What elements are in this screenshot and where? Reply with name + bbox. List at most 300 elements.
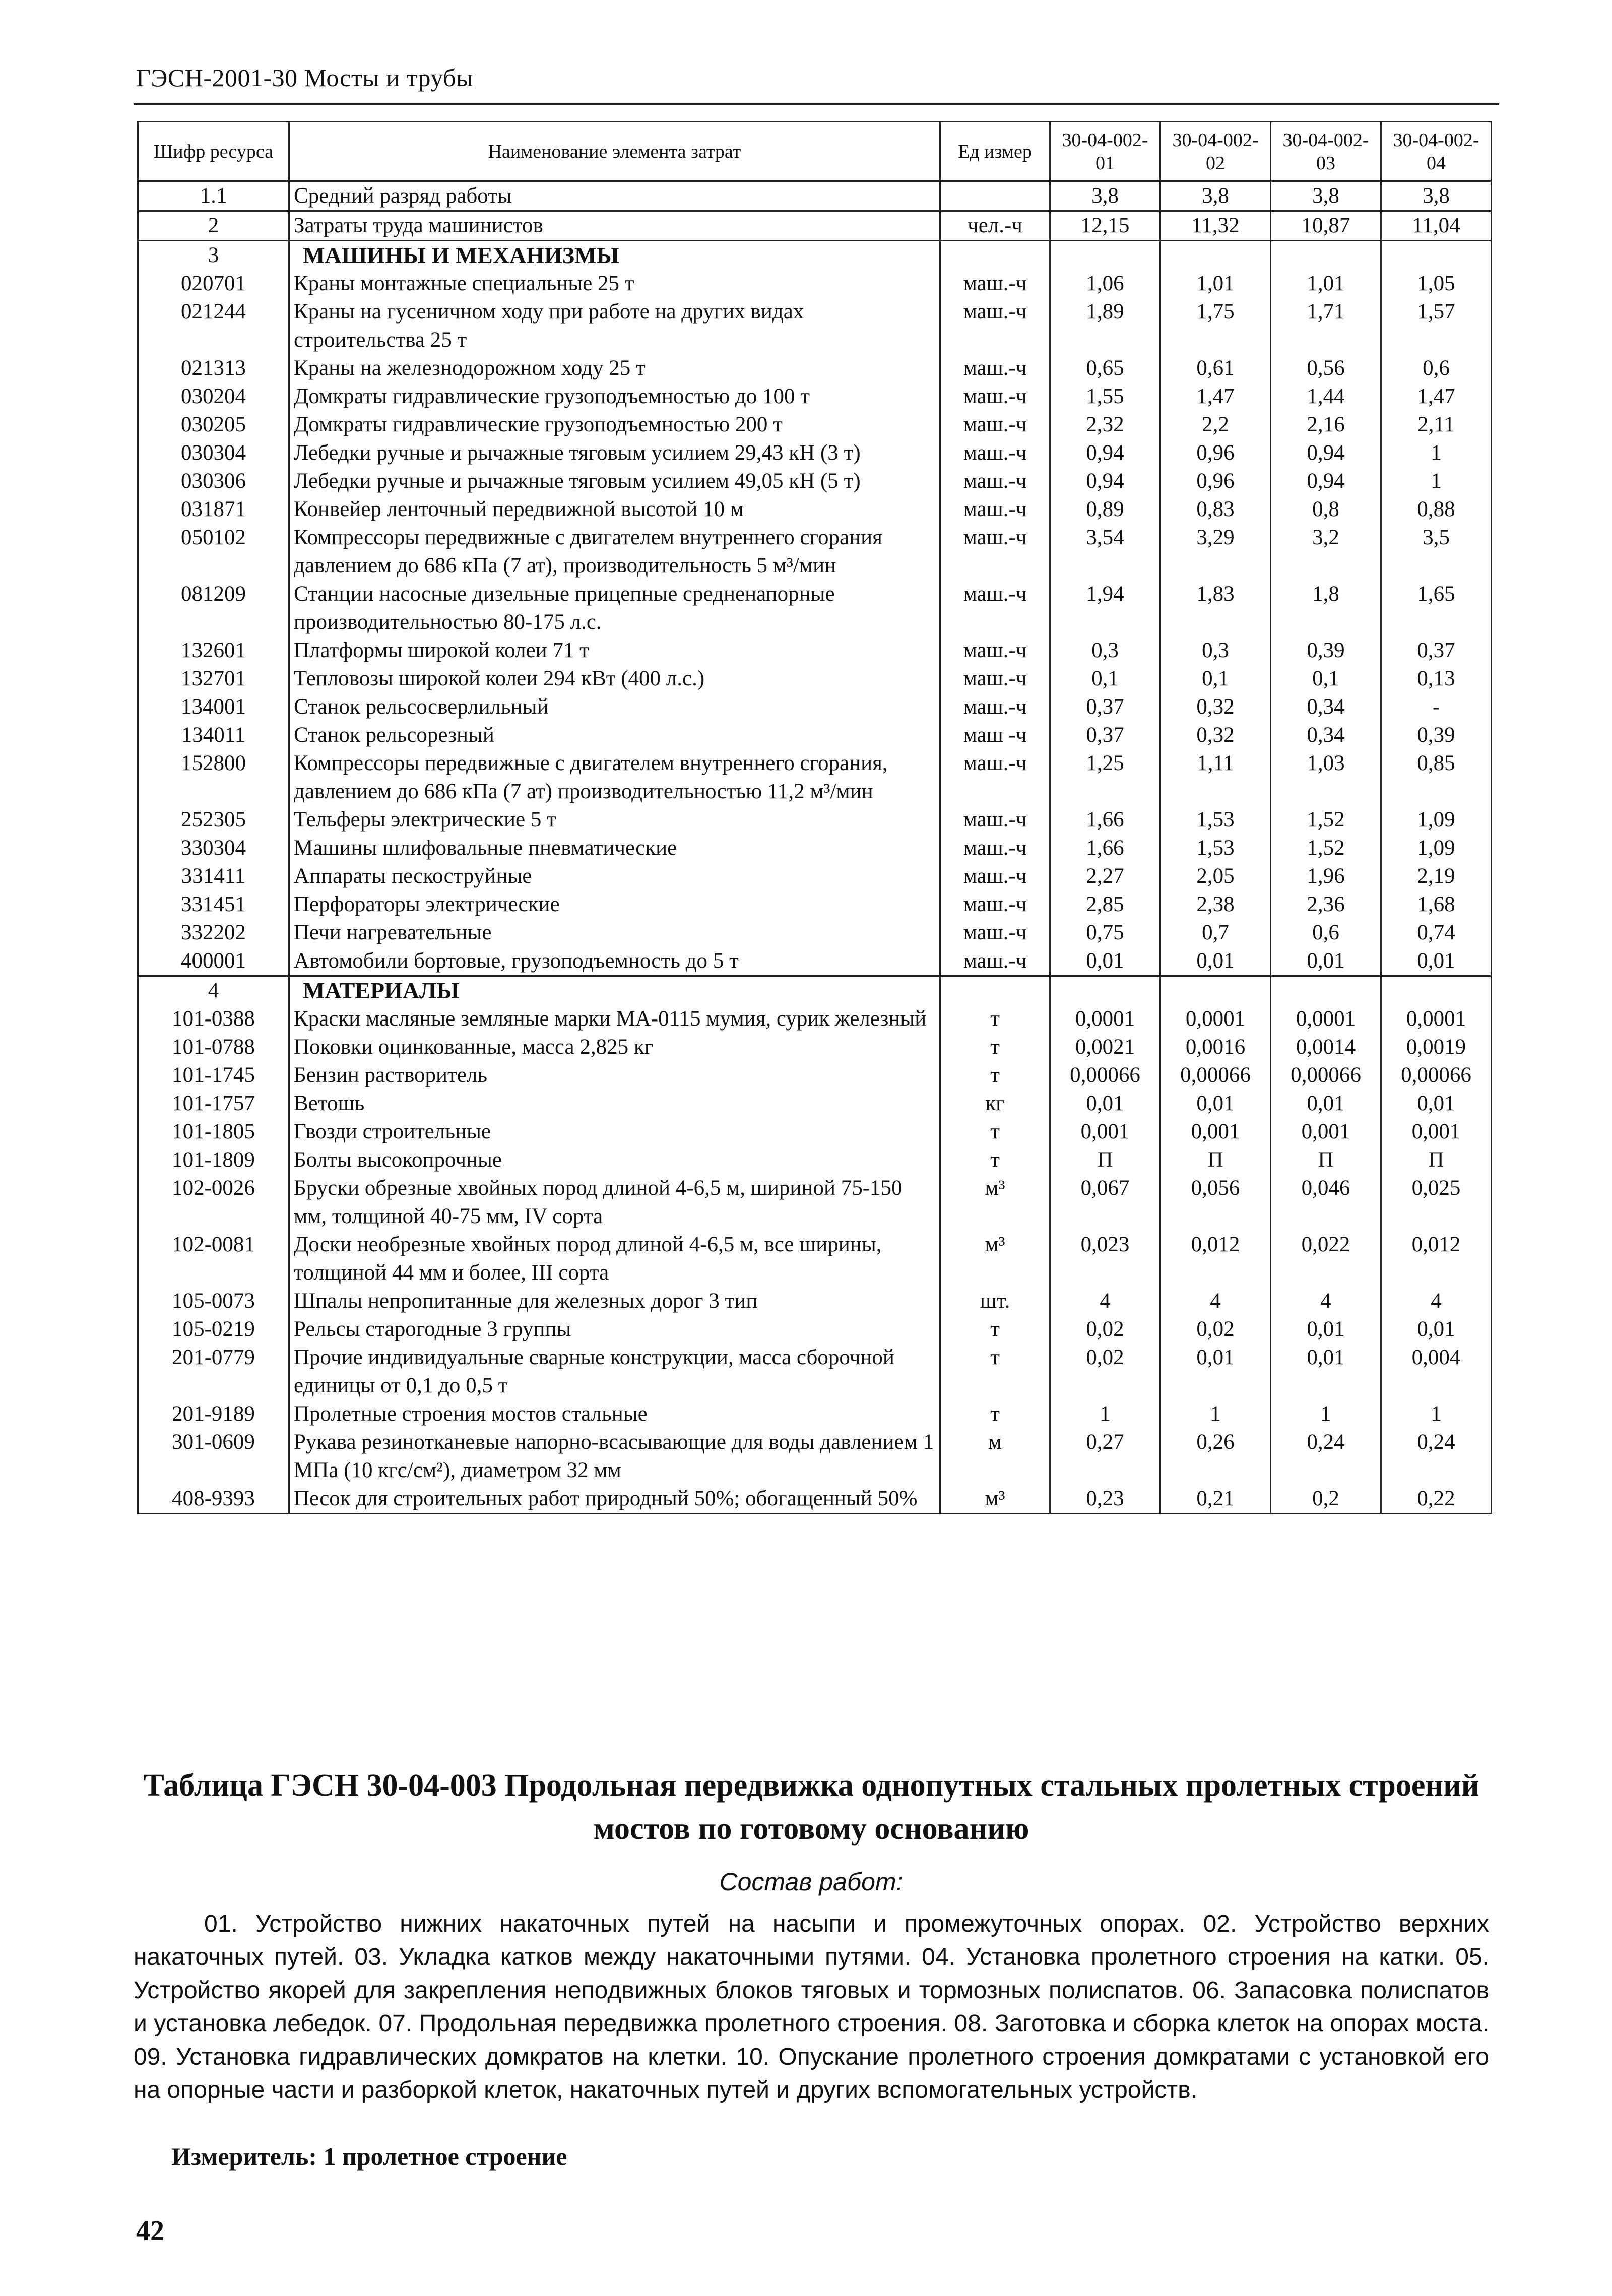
cell-value: 4 xyxy=(1050,1287,1160,1315)
cell-value xyxy=(1381,976,1492,1005)
cell-value: 0,01 xyxy=(1160,947,1271,976)
cell-code: 021313 xyxy=(138,354,289,382)
cell-name: Гвозди строительные xyxy=(289,1118,940,1146)
cell-code: 101-0388 xyxy=(138,1005,289,1033)
page-number: 42 xyxy=(136,2215,164,2247)
cell-value: 0,7 xyxy=(1160,919,1271,947)
cell-value: 1,25 xyxy=(1050,749,1160,806)
table-row xyxy=(138,181,1492,211)
cell-code: 201-0779 xyxy=(138,1344,289,1400)
cell-name: Прочие индивидуальные сварные конструкции, масса сборочной единицы от 0,1 до 0,5 т xyxy=(289,1344,940,1400)
cell-value: 3,54 xyxy=(1050,524,1160,580)
table-row xyxy=(138,354,1492,382)
cell-value: 0,3 xyxy=(1160,636,1271,665)
cell-unit: т xyxy=(940,1344,1050,1400)
cell-value: П xyxy=(1050,1146,1160,1174)
cell-code: 081209 xyxy=(138,580,289,636)
cell-unit: маш.-ч xyxy=(940,524,1050,580)
cell-value: 2,32 xyxy=(1050,411,1160,439)
cell-value: 0,01 xyxy=(1271,1344,1381,1400)
cell-name: Пролетные строения мостов стальные xyxy=(289,1400,940,1428)
table-row xyxy=(138,1174,1492,1231)
cell-unit: м³ xyxy=(940,1485,1050,1514)
cell-value: 0,01 xyxy=(1381,1315,1492,1344)
cell-unit: маш.-ч xyxy=(940,580,1050,636)
table-row xyxy=(138,721,1492,749)
cell-value: 0,022 xyxy=(1271,1231,1381,1287)
cell-value: 0,046 xyxy=(1271,1174,1381,1231)
cell-value: 2,16 xyxy=(1271,411,1381,439)
cell-value: П xyxy=(1160,1146,1271,1174)
cell-name: Печи нагревательные xyxy=(289,919,940,947)
cell-value: 3,5 xyxy=(1381,524,1492,580)
cell-value: 0,85 xyxy=(1381,749,1492,806)
table-row xyxy=(138,665,1492,693)
cell-code: 031871 xyxy=(138,495,289,524)
cell-value: 0,01 xyxy=(1160,1090,1271,1118)
table-row xyxy=(138,211,1492,241)
cell-value: 0,94 xyxy=(1271,439,1381,467)
cell-value: 0,39 xyxy=(1271,636,1381,665)
cell-value: 0,001 xyxy=(1381,1118,1492,1146)
table-section-title: Таблица ГЭСН 30-04-003 Продольная передвижка однопутных стальных пролетных строений мостов по готовому основанию xyxy=(143,1768,1479,1846)
table-row xyxy=(138,270,1492,298)
cell-value: 0,01 xyxy=(1381,1090,1492,1118)
cell-value: 1,89 xyxy=(1050,298,1160,354)
cell-value: 0,1 xyxy=(1271,665,1381,693)
cell-value: 0,34 xyxy=(1271,693,1381,721)
cell-value: 0,004 xyxy=(1381,1344,1492,1400)
table-row xyxy=(138,1090,1492,1118)
cell-code: 400001 xyxy=(138,947,289,976)
cell-unit: маш.-ч xyxy=(940,411,1050,439)
cell-value: 1 xyxy=(1271,1400,1381,1428)
col-header-c2: 30-04-002-02 xyxy=(1160,122,1271,181)
cell-value: 1,01 xyxy=(1271,270,1381,298)
cell-value: 1,01 xyxy=(1160,270,1271,298)
cell-value: 1,55 xyxy=(1050,382,1160,411)
cell-value: 0,26 xyxy=(1160,1428,1271,1485)
table-row xyxy=(138,834,1492,862)
cell-value: 1,68 xyxy=(1381,890,1492,919)
cell-value: 2,27 xyxy=(1050,862,1160,890)
table-row xyxy=(138,524,1492,580)
cell-value: 2,2 xyxy=(1160,411,1271,439)
cell-value: 0,94 xyxy=(1050,439,1160,467)
cell-value: 0,02 xyxy=(1050,1315,1160,1344)
table-row xyxy=(138,862,1492,890)
cell-name: Станции насосные дизельные прицепные средненапорные производительностью 80-175 л.с. xyxy=(289,580,940,636)
cell-value: 0,96 xyxy=(1160,467,1271,495)
cell-unit: маш.-ч xyxy=(940,919,1050,947)
cell-unit: т xyxy=(940,1118,1050,1146)
cell-code: 408-9393 xyxy=(138,1485,289,1514)
cell-value: 0,37 xyxy=(1050,693,1160,721)
cell-value: 3,8 xyxy=(1050,181,1160,211)
cell-value: 1,05 xyxy=(1381,270,1492,298)
cell-value: 0,13 xyxy=(1381,665,1492,693)
cell-name: Краны монтажные специальные 25 т xyxy=(289,270,940,298)
cell-code: 132701 xyxy=(138,665,289,693)
col-header-code: Шифр ресурса xyxy=(138,122,289,181)
cell-unit: шт. xyxy=(940,1287,1050,1315)
cell-value: 0,00066 xyxy=(1160,1061,1271,1090)
table-row xyxy=(138,1287,1492,1315)
cell-value: 0,056 xyxy=(1160,1174,1271,1231)
cell-value xyxy=(1050,241,1160,270)
cell-value: 0,61 xyxy=(1160,354,1271,382)
cell-unit: м³ xyxy=(940,1174,1050,1231)
cell-code: 030204 xyxy=(138,382,289,411)
cell-code: 102-0026 xyxy=(138,1174,289,1231)
resource-table-header xyxy=(138,122,1492,181)
cell-unit: маш.-ч xyxy=(940,467,1050,495)
table-row xyxy=(138,411,1492,439)
cell-value: 1,94 xyxy=(1050,580,1160,636)
cell-name: Доски необрезные хвойных пород длиной 4-6,5 м, все ширины, толщиной 44 мм и более, III сорта xyxy=(289,1231,940,1287)
cell-code: 152800 xyxy=(138,749,289,806)
cell-code: 030306 xyxy=(138,467,289,495)
cell-value: 0,27 xyxy=(1050,1428,1160,1485)
table-row xyxy=(138,1344,1492,1400)
cell-value xyxy=(1271,976,1381,1005)
cell-name: Тельферы электрические 5 т xyxy=(289,806,940,834)
cell-value: 3,29 xyxy=(1160,524,1271,580)
cell-value: 0,34 xyxy=(1271,721,1381,749)
cell-value: 1,66 xyxy=(1050,806,1160,834)
cell-value: 1,09 xyxy=(1381,834,1492,862)
cell-value: 2,05 xyxy=(1160,862,1271,890)
table-row xyxy=(138,1400,1492,1428)
cell-value: 0,0021 xyxy=(1050,1033,1160,1061)
col-header-c3: 30-04-002-03 xyxy=(1271,122,1381,181)
cell-unit: т xyxy=(940,1146,1050,1174)
table-row xyxy=(138,1315,1492,1344)
cell-name: Рельсы старогодные 3 группы xyxy=(289,1315,940,1344)
cell-value: 0,01 xyxy=(1271,1090,1381,1118)
cell-value: 1 xyxy=(1381,467,1492,495)
cell-name: Песок для строительных работ природный 50%; обогащенный 50% xyxy=(289,1485,940,1514)
cell-value: 0,1 xyxy=(1160,665,1271,693)
measure-unit: Измеритель: 1 пролетное строение xyxy=(171,2142,567,2171)
work-composition-text: 01. Устройство нижних накаточных путей на насыпи и промежуточных опорах. 02. Устройство верхних накаточных путей. 03. Укладка катков между накаточными путями. 04. Установка пролетного строения на катки. 05. Устройство якорей для закрепления неподвижных блоков тяговых и тормозных полиспатов. 06. Запасовка полиспатов и установка лебедок. 07. Продольная передвижка пролетного строения. 08. Заготовка и сборка клеток на опорах моста. 09. Установка гидравлических домкратов на клетки. 10. Опускание пролетного строения домкратами с установкой его на опорные части и разборкой клеток, накаточных путей и других вспомогательных устройств. xyxy=(134,1910,1489,2103)
cell-value: 0,23 xyxy=(1050,1485,1160,1514)
cell-value: 0,012 xyxy=(1381,1231,1492,1287)
work-composition-heading: Состав работ: xyxy=(719,1868,904,1896)
cell-code: 030205 xyxy=(138,411,289,439)
cell-code: 105-0219 xyxy=(138,1315,289,1344)
cell-code: 332202 xyxy=(138,919,289,947)
cell-value: 2,38 xyxy=(1160,890,1271,919)
cell-value: 1,53 xyxy=(1160,834,1271,862)
col-header-c1: 30-04-002-01 xyxy=(1050,122,1160,181)
cell-value: 0,8 xyxy=(1271,495,1381,524)
cell-value: 1,57 xyxy=(1381,298,1492,354)
table-row xyxy=(138,1061,1492,1090)
table-row xyxy=(138,947,1492,976)
cell-value: 0,0001 xyxy=(1050,1005,1160,1033)
cell-unit: маш.-ч xyxy=(940,693,1050,721)
cell-name: Ветошь xyxy=(289,1090,940,1118)
table-row xyxy=(138,1485,1492,1514)
cell-code: 134001 xyxy=(138,693,289,721)
cell-code: 101-1757 xyxy=(138,1090,289,1118)
cell-value: 1,52 xyxy=(1271,834,1381,862)
table-row xyxy=(138,298,1492,354)
cell-value: 0,37 xyxy=(1381,636,1492,665)
cell-value: 0,012 xyxy=(1160,1231,1271,1287)
cell-value: 0,1 xyxy=(1050,665,1160,693)
cell-value: 4 xyxy=(1271,1287,1381,1315)
cell-value xyxy=(1050,976,1160,1005)
header-divider xyxy=(134,103,1499,105)
cell-value: 2,11 xyxy=(1381,411,1492,439)
cell-code: 021244 xyxy=(138,298,289,354)
cell-value: 2,19 xyxy=(1381,862,1492,890)
cell-name: Лебедки ручные и рычажные тяговым усилием 29,43 кН (3 т) xyxy=(289,439,940,467)
cell-name: Компрессоры передвижные с двигателем внутреннего сгорания давлением до 686 кПа (7 ат), производительность 5 м³/мин xyxy=(289,524,940,580)
cell-unit xyxy=(940,241,1050,270)
cell-name: Платформы широкой колеи 71 т xyxy=(289,636,940,665)
cell-value: 1,47 xyxy=(1381,382,1492,411)
cell-unit: маш.-ч xyxy=(940,636,1050,665)
cell-unit: т xyxy=(940,1033,1050,1061)
cell-value: 1,06 xyxy=(1050,270,1160,298)
cell-value: 1,09 xyxy=(1381,806,1492,834)
cell-unit xyxy=(940,181,1050,211)
cell-value: 3,8 xyxy=(1271,181,1381,211)
table-row xyxy=(138,806,1492,834)
cell-value: 0,01 xyxy=(1381,947,1492,976)
cell-unit: маш.-ч xyxy=(940,495,1050,524)
cell-unit: чел.-ч xyxy=(940,211,1050,241)
table-row xyxy=(138,439,1492,467)
table-row xyxy=(138,1118,1492,1146)
cell-value: 10,87 xyxy=(1271,211,1381,241)
cell-unit: маш.-ч xyxy=(940,890,1050,919)
cell-value: 11,04 xyxy=(1381,211,1492,241)
cell-name: Затраты труда машинистов xyxy=(289,211,940,241)
cell-name: Машины шлифовальные пневматические xyxy=(289,834,940,862)
section-heading: МАТЕРИАЛЫ xyxy=(289,976,940,1005)
cell-value: 0,89 xyxy=(1050,495,1160,524)
cell-value: 0,01 xyxy=(1050,1090,1160,1118)
cell-value: 3,8 xyxy=(1381,181,1492,211)
cell-value: 1 xyxy=(1050,1400,1160,1428)
cell-value: 1,52 xyxy=(1271,806,1381,834)
cell-value xyxy=(1160,241,1271,270)
cell-name: Поковки оцинкованные, масса 2,825 кг xyxy=(289,1033,940,1061)
resource-table xyxy=(137,121,1492,1514)
table-row xyxy=(138,467,1492,495)
cell-value: 0,01 xyxy=(1271,1315,1381,1344)
cell-value: 0,88 xyxy=(1381,495,1492,524)
cell-code: 101-0788 xyxy=(138,1033,289,1061)
cell-value: 0,2 xyxy=(1271,1485,1381,1514)
cell-value: 2,36 xyxy=(1271,890,1381,919)
table-row xyxy=(138,1033,1492,1061)
cell-value: 0,37 xyxy=(1050,721,1160,749)
cell-code: 1.1 xyxy=(138,181,289,211)
cell-value: 0,56 xyxy=(1271,354,1381,382)
cell-value: 1,8 xyxy=(1271,580,1381,636)
cell-code: 331451 xyxy=(138,890,289,919)
cell-name: Конвейер ленточный передвижной высотой 10 м xyxy=(289,495,940,524)
cell-unit: маш.-ч xyxy=(940,665,1050,693)
cell-code: 330304 xyxy=(138,834,289,862)
table-row xyxy=(138,1231,1492,1287)
cell-unit: т xyxy=(940,1061,1050,1090)
cell-value: 1,03 xyxy=(1271,749,1381,806)
cell-value: 0,02 xyxy=(1050,1344,1160,1400)
cell-name: Рукава резинотканевые напорно-всасывающие для воды давлением 1 МПа (10 кгс/см²), диаметром 32 мм xyxy=(289,1428,940,1485)
cell-value xyxy=(1271,241,1381,270)
table-row xyxy=(138,636,1492,665)
cell-unit: маш.-ч xyxy=(940,382,1050,411)
cell-value: 12,15 xyxy=(1050,211,1160,241)
cell-name: Тепловозы широкой колеи 294 кВт (400 л.с.) xyxy=(289,665,940,693)
cell-unit: маш.-ч xyxy=(940,749,1050,806)
cell-value: 0,0001 xyxy=(1271,1005,1381,1033)
cell-code: 331411 xyxy=(138,862,289,890)
cell-name: Станок рельсорезный xyxy=(289,721,940,749)
cell-unit: маш.-ч xyxy=(940,354,1050,382)
table-row xyxy=(138,890,1492,919)
cell-value: 0,01 xyxy=(1050,947,1160,976)
cell-value: 4 xyxy=(1381,1287,1492,1315)
cell-value: 0,94 xyxy=(1271,467,1381,495)
cell-name: Бруски обрезные хвойных пород длиной 4-6,5 м, шириной 75-150 мм, толщиной 40-75 мм, IV сорта xyxy=(289,1174,940,1231)
cell-name: Средний разряд работы xyxy=(289,181,940,211)
cell-value: - xyxy=(1381,693,1492,721)
table-row xyxy=(138,919,1492,947)
cell-code: 105-0073 xyxy=(138,1287,289,1315)
cell-value: 0,6 xyxy=(1271,919,1381,947)
cell-value: 0,00066 xyxy=(1271,1061,1381,1090)
cell-value: 0,75 xyxy=(1050,919,1160,947)
cell-value: 0,94 xyxy=(1050,467,1160,495)
cell-code: 101-1809 xyxy=(138,1146,289,1174)
cell-value: 0,65 xyxy=(1050,354,1160,382)
cell-value: 11,32 xyxy=(1160,211,1271,241)
cell-name: Автомобили бортовые, грузоподъемность до 5 т xyxy=(289,947,940,976)
cell-unit: маш.-ч xyxy=(940,806,1050,834)
table-row xyxy=(138,749,1492,806)
col-header-name: Наименование элемента затрат xyxy=(289,122,940,181)
cell-code: 201-9189 xyxy=(138,1400,289,1428)
cell-value: 0,00066 xyxy=(1381,1061,1492,1090)
cell-unit: маш -ч xyxy=(940,721,1050,749)
col-header-c4: 30-04-002-04 xyxy=(1381,122,1492,181)
cell-code: 101-1745 xyxy=(138,1061,289,1090)
cell-value xyxy=(1160,976,1271,1005)
table-row xyxy=(138,693,1492,721)
cell-value: 0,001 xyxy=(1050,1118,1160,1146)
table-row xyxy=(138,241,1492,270)
cell-value: 0,067 xyxy=(1050,1174,1160,1231)
cell-name: Компрессоры передвижные с двигателем внутреннего сгорания, давлением до 686 кПа (7 ат) производительностью 11,2 м³/мин xyxy=(289,749,940,806)
cell-value: 0,0016 xyxy=(1160,1033,1271,1061)
table-row xyxy=(138,1005,1492,1033)
cell-value: 0,001 xyxy=(1271,1118,1381,1146)
cell-code: 132601 xyxy=(138,636,289,665)
cell-value: 1,47 xyxy=(1160,382,1271,411)
cell-value xyxy=(1381,241,1492,270)
cell-code: 4 xyxy=(138,976,289,1005)
cell-value: 1,11 xyxy=(1160,749,1271,806)
cell-value: 0,32 xyxy=(1160,721,1271,749)
col-header-unit: Ед измер xyxy=(940,122,1050,181)
cell-value: 0,32 xyxy=(1160,693,1271,721)
cell-code: 050102 xyxy=(138,524,289,580)
cell-value: 1,66 xyxy=(1050,834,1160,862)
cell-code: 134011 xyxy=(138,721,289,749)
cell-code: 252305 xyxy=(138,806,289,834)
cell-value: 1 xyxy=(1381,439,1492,467)
cell-unit: кг xyxy=(940,1090,1050,1118)
cell-unit: маш.-ч xyxy=(940,270,1050,298)
cell-unit: м xyxy=(940,1428,1050,1485)
cell-value: 1,96 xyxy=(1271,862,1381,890)
cell-name: Краны на железнодорожном ходу 25 т xyxy=(289,354,940,382)
cell-value: 0,001 xyxy=(1160,1118,1271,1146)
cell-name: Бензин растворитель xyxy=(289,1061,940,1090)
cell-value: 0,3 xyxy=(1050,636,1160,665)
table-row xyxy=(138,1146,1492,1174)
cell-unit: маш.-ч xyxy=(940,947,1050,976)
cell-value: 0,0014 xyxy=(1271,1033,1381,1061)
cell-value: 2,85 xyxy=(1050,890,1160,919)
cell-value: 0,6 xyxy=(1381,354,1492,382)
cell-value: 0,0019 xyxy=(1381,1033,1492,1061)
cell-code: 301-0609 xyxy=(138,1428,289,1485)
table-row xyxy=(138,382,1492,411)
cell-name: Краны на гусеничном ходу при работе на других видах строительства 25 т xyxy=(289,298,940,354)
table-row xyxy=(138,580,1492,636)
cell-value: П xyxy=(1381,1146,1492,1174)
cell-value: 0,96 xyxy=(1160,439,1271,467)
cell-value: 4 xyxy=(1160,1287,1271,1315)
cell-unit: т xyxy=(940,1400,1050,1428)
cell-code: 020701 xyxy=(138,270,289,298)
cell-name: Лебедки ручные и рычажные тяговым усилием 49,05 кН (5 т) xyxy=(289,467,940,495)
cell-name: Болты высокопрочные xyxy=(289,1146,940,1174)
cell-value: 3,2 xyxy=(1271,524,1381,580)
cell-value: 3,8 xyxy=(1160,181,1271,211)
cell-value: 0,0001 xyxy=(1160,1005,1271,1033)
cell-code: 2 xyxy=(138,211,289,241)
cell-value: 0,74 xyxy=(1381,919,1492,947)
page-header-title: ГЭСН-2001-30 Мосты и трубы xyxy=(136,63,474,92)
cell-unit xyxy=(940,976,1050,1005)
cell-name: Аппараты пескоструйные xyxy=(289,862,940,890)
cell-name: Домкраты гидравлические грузоподъемностью 200 т xyxy=(289,411,940,439)
cell-name: Домкраты гидравлические грузоподъемностью до 100 т xyxy=(289,382,940,411)
cell-name: Краски масляные земляные марки МА-0115 мумия, сурик железный xyxy=(289,1005,940,1033)
cell-unit: маш.-ч xyxy=(940,439,1050,467)
cell-value: 0,02 xyxy=(1160,1315,1271,1344)
cell-value: 0,01 xyxy=(1271,947,1381,976)
cell-code: 030304 xyxy=(138,439,289,467)
cell-value: 1,75 xyxy=(1160,298,1271,354)
cell-value: 0,00066 xyxy=(1050,1061,1160,1090)
cell-value: 1,71 xyxy=(1271,298,1381,354)
cell-value: 0,22 xyxy=(1381,1485,1492,1514)
cell-value: 0,83 xyxy=(1160,495,1271,524)
cell-name: Шпалы непропитанные для железных дорог 3 тип xyxy=(289,1287,940,1315)
cell-value: 1,83 xyxy=(1160,580,1271,636)
cell-unit: т xyxy=(940,1005,1050,1033)
